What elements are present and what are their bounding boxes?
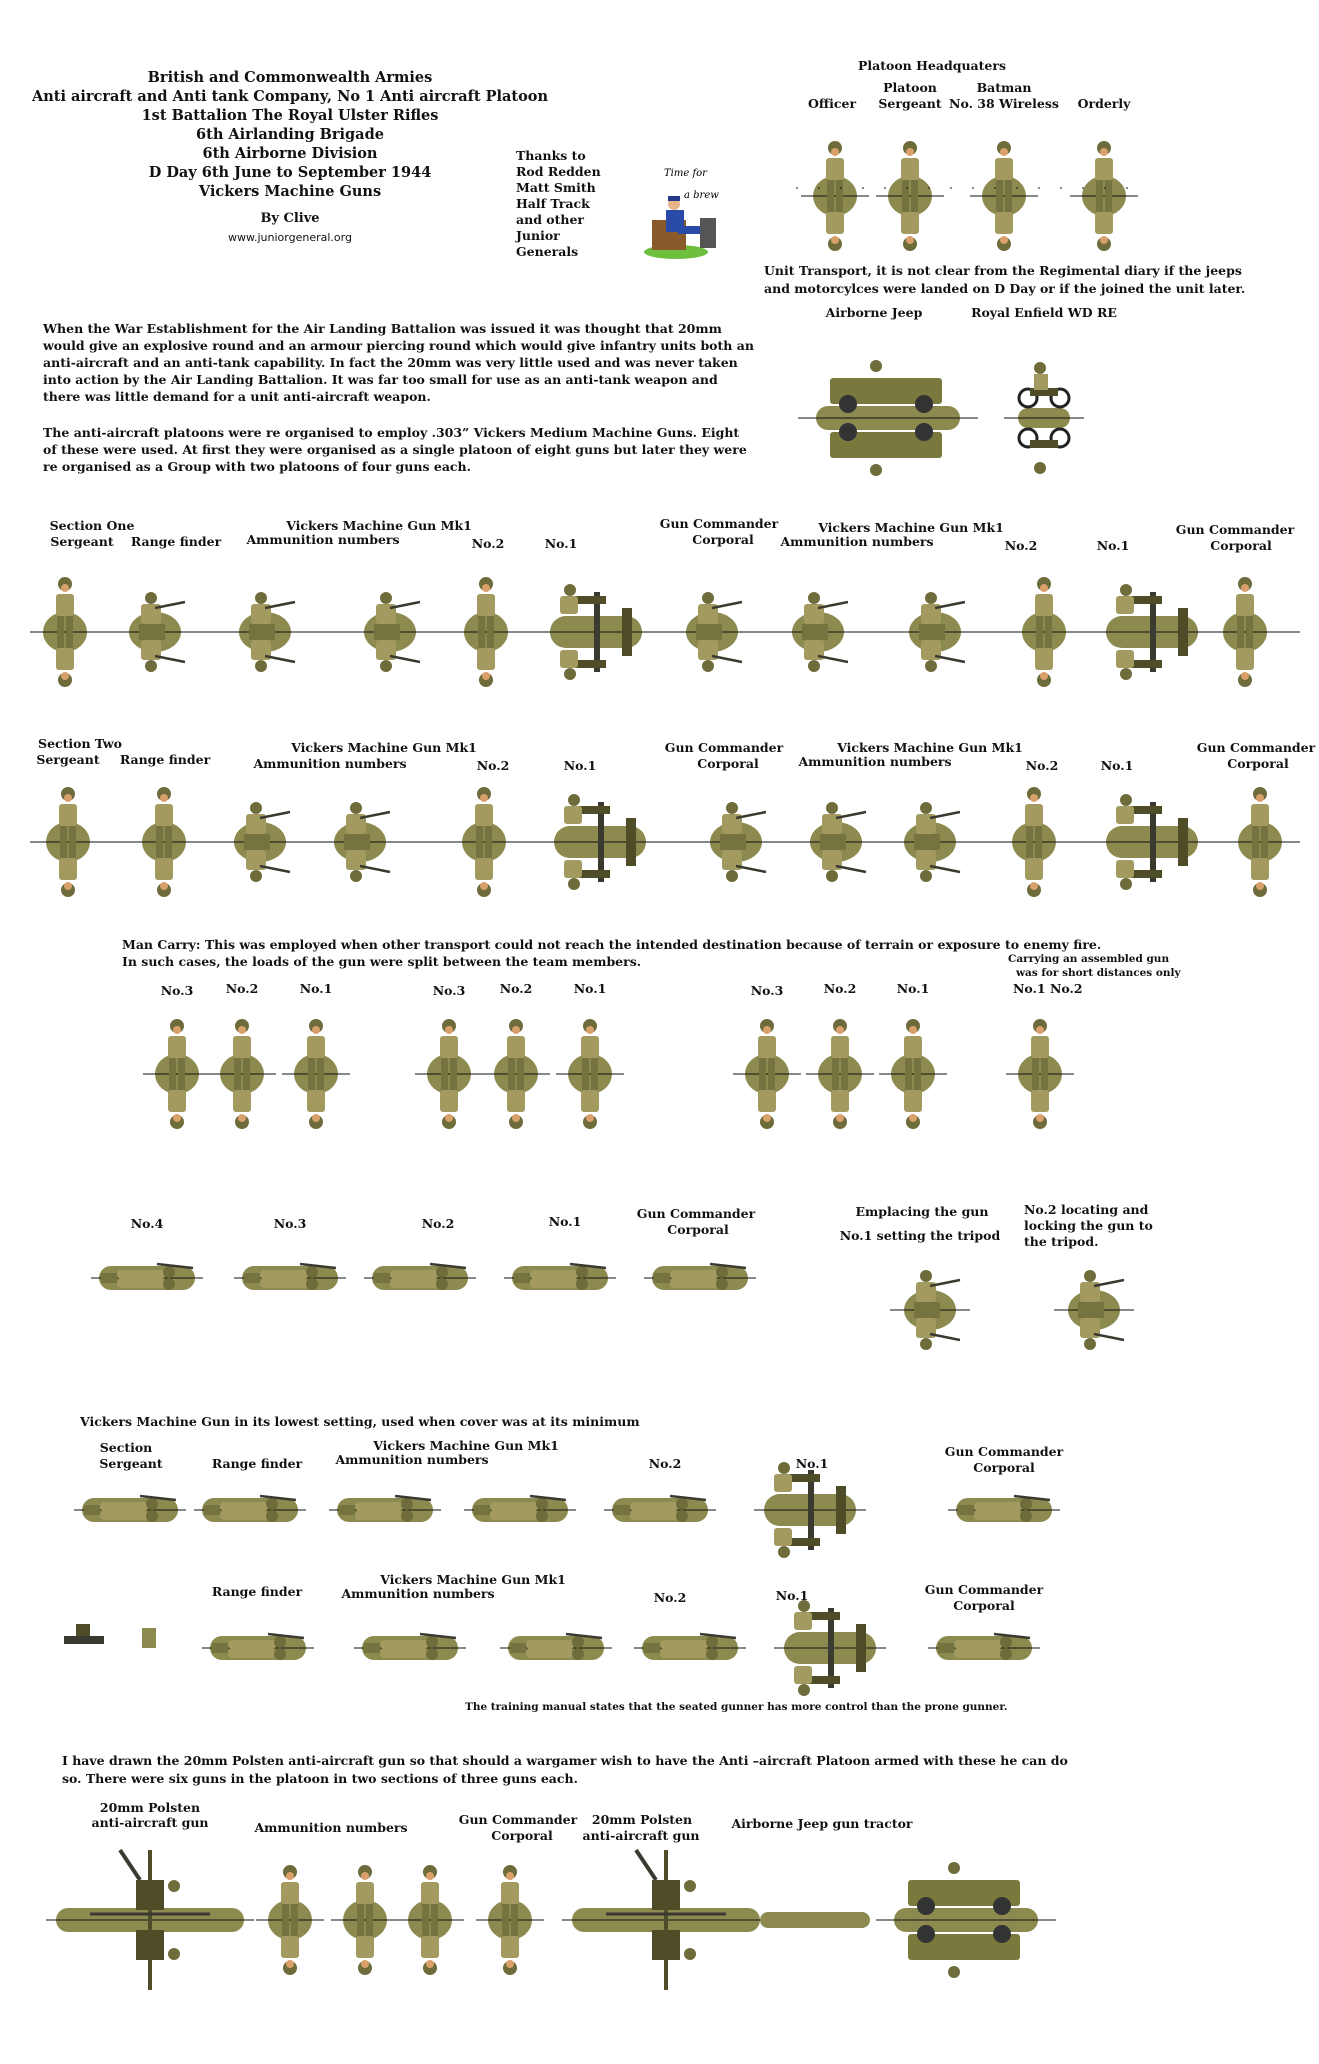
polsten-gun-1a: 20mm Polsten	[99, 1800, 201, 1815]
figure-platoon-sergeant	[876, 141, 944, 251]
lowest-no1-1: No.1	[795, 1456, 829, 1471]
header-line-1: British and Commonwealth Armies	[147, 69, 433, 86]
section-one-no1-b: No.1	[1096, 538, 1130, 553]
section-one-no2-a: No.2	[471, 536, 505, 551]
lowest-section: Section	[99, 1440, 153, 1455]
prone-row	[91, 1264, 1134, 1350]
intro-line: anti-aircraft and an anti-tank capability. In fact the 20mm was very little used and was never taken	[43, 355, 738, 370]
prone-no4: No.4	[130, 1216, 164, 1231]
figure-orderly	[1070, 141, 1138, 251]
section-two-row	[30, 787, 1300, 897]
section-one-sergeant: Sergeant	[50, 534, 114, 549]
emplacing-label-2: No.1 setting the tripod	[839, 1228, 1001, 1243]
thanks-line: Rod Redden	[516, 164, 601, 179]
sign-text-1: Time for	[664, 168, 707, 179]
man-carry-row	[143, 1019, 1074, 1129]
intro-line: The anti-aircraft platoons were re organised to employ .303” Vickers Medium Machine Guns. Eight	[43, 425, 740, 440]
motorcycle-label: Royal Enfield WD RE	[971, 305, 1117, 320]
polsten-row	[46, 1850, 1056, 1990]
polsten-gun-2b: anti-aircraft gun	[582, 1828, 700, 1843]
emplacing-label-1: Emplacing the gun	[855, 1204, 989, 1219]
thanks-line: Junior	[516, 228, 560, 243]
section-two-vmg-1: Vickers Machine Gun Mk1	[291, 740, 477, 755]
section-one-gc-a: Gun Commander	[659, 516, 779, 531]
thanks-line: and other	[516, 212, 585, 227]
section-one-ammo-2: Ammunition numbers	[780, 534, 934, 549]
polsten-line: I have drawn the 20mm Polsten anti-aircraft gun so that should a wargamer wish to have the Anti –aircraft Platoon armed with these he can do	[62, 1753, 1068, 1768]
site-url: www.juniorgeneral.org	[228, 231, 352, 244]
thanks-line: Matt Smith	[516, 180, 596, 195]
lowest-ammo-2: Ammunition numbers	[341, 1586, 495, 1601]
prone-no1: No.1	[548, 1214, 582, 1229]
lowest-row-2	[64, 1600, 1040, 1696]
lowest-no2-1: No.2	[648, 1456, 682, 1471]
section-two-gc-a: Gun Commander	[664, 740, 784, 755]
transport-note-line: and motorcylces were landed on D Day or if the joined the unit later.	[764, 281, 1246, 296]
locking-label-2: locking the gun to	[1024, 1218, 1153, 1233]
thanks-line: Half Track	[516, 196, 590, 211]
section-two-gc-b: Gun Commander	[1196, 740, 1316, 755]
section-one-vmg-2: Vickers Machine Gun Mk1	[818, 520, 1004, 535]
intro-line: of these were used. At first they were organised as a single platoon of eight guns but later they were	[43, 442, 747, 457]
lowest-range-finder-1: Range finder	[211, 1456, 303, 1471]
lowest-gc-1: Gun Commander	[944, 1444, 1064, 1459]
lowest-vmg-1: Vickers Machine Gun Mk1	[373, 1438, 559, 1453]
sergeant-label: Sergeant	[878, 96, 942, 111]
section-two-ammo-2: Ammunition numbers	[798, 754, 952, 769]
section-one-no1-a: No.1	[544, 536, 578, 551]
carry-a-no2: No.2	[225, 981, 259, 996]
section-one-vmg-1: Vickers Machine Gun Mk1	[286, 518, 472, 533]
carry-c-no1: No.1	[896, 981, 930, 996]
assembled-note-2: was for short distances only	[1016, 967, 1181, 979]
section-two-sergeant: Sergeant	[36, 752, 100, 767]
section-one-ammo-1: Ammunition numbers	[246, 532, 400, 547]
section-two-no1-a: No.1	[563, 758, 597, 773]
thanks-line: Thanks to	[516, 148, 586, 163]
header-line-2: Anti aircraft and Anti tank Company, No 1 Anti aircraft Platoon	[31, 88, 549, 105]
section-one-title: Section One	[49, 518, 135, 533]
section-two-corporal-a: Corporal	[697, 756, 759, 771]
lowest-no1-2: No.1	[775, 1588, 809, 1603]
man-carry-line: Man Carry: This was employed when other transport could not reach the intended destination because of terrain or exposure to enemy fire.	[122, 937, 1102, 952]
carry-a-no1: No.1	[299, 981, 333, 996]
section-one-corporal-a: Corporal	[692, 532, 754, 547]
section-one-corporal-b: Corporal	[1210, 538, 1272, 553]
platoon-label: Platoon	[883, 80, 937, 95]
prone-corporal: Corporal	[667, 1222, 729, 1237]
section-two-range-finder: Range finder	[119, 752, 211, 767]
header-line-5: 6th Airborne Division	[202, 145, 378, 162]
prone-gc: Gun Commander	[636, 1206, 756, 1221]
transport-note-line: Unit Transport, it is not clear from the Regimental diary if the jeeps	[764, 263, 1242, 278]
figure-batman	[970, 141, 1038, 251]
byline: By Clive	[260, 211, 320, 226]
section-two-title: Section Two	[38, 736, 122, 751]
officer-label: Officer	[807, 96, 857, 111]
polsten-gun-2a: 20mm Polsten	[591, 1812, 693, 1827]
header-line-6: D Day 6th June to September 1944	[148, 164, 432, 181]
section-two-vmg-2: Vickers Machine Gun Mk1	[837, 740, 1023, 755]
lowest-title: Vickers Machine Gun in its lowest setting, used when cover was at its minimum	[80, 1414, 640, 1429]
jeep-tractor-label: Airborne Jeep gun tractor	[731, 1816, 913, 1831]
batman-label: Batman	[976, 80, 1032, 95]
intro-line: would give an explosive round and an armour piercing round which would give infantry units both an	[43, 338, 754, 353]
carry-c-no3: No.3	[750, 983, 784, 998]
carry-b-no1: No.1	[573, 981, 607, 996]
figure-airborne-jeep	[798, 360, 978, 476]
assembled-note-1: Carrying an assembled gun	[1008, 953, 1170, 965]
orderly-label: Orderly	[1077, 96, 1131, 111]
hq-title: Platoon Headquaters	[857, 58, 1007, 73]
intro-line: into action by the Air Landing Battalion. It was far too small for use as an anti-tank weapon and	[43, 372, 718, 387]
section-two-no1-b: No.1	[1100, 758, 1134, 773]
header-line-7: Vickers Machine Guns	[198, 183, 382, 200]
man-carry-line: In such cases, the loads of the gun were split between the team members.	[122, 954, 642, 969]
polsten-gc: Gun Commander	[458, 1812, 578, 1827]
lowest-range-finder-2: Range finder	[211, 1584, 303, 1599]
jeep-label: Airborne Jeep	[825, 305, 923, 320]
lowest-gc-2: Gun Commander	[924, 1582, 1044, 1597]
section-two-corporal-b: Corporal	[1227, 756, 1289, 771]
intro-line: re organised as a Group with two platoons of four guns each.	[43, 459, 471, 474]
wireless-label: No. 38 Wireless	[949, 96, 1059, 111]
locking-label-1: No.2 locating and	[1024, 1202, 1149, 1217]
manual-note: The training manual states that the seated gunner has more control than the prone gunner.	[465, 1701, 1008, 1713]
header-line-4: 6th Airlanding Brigade	[196, 126, 384, 143]
carry-b-no3: No.3	[432, 983, 466, 998]
section-one-gc-b: Gun Commander	[1175, 522, 1295, 537]
intro-line: there was little demand for a unit anti-aircraft weapon.	[43, 389, 431, 404]
prone-no3: No.3	[273, 1216, 307, 1231]
carry-a-no3: No.3	[160, 983, 194, 998]
thanks-line: Generals	[516, 244, 579, 259]
prone-no2: No.2	[421, 1216, 455, 1231]
intro-line: When the War Establishment for the Air Landing Battalion was issued it was thought that 20mm	[43, 321, 722, 336]
lowest-no2-2: No.2	[653, 1590, 687, 1605]
header-line-3: 1st Battalion The Royal Ulster Rifles	[141, 107, 439, 124]
lowest-sergeant: Sergeant	[99, 1456, 163, 1471]
section-two-no2-a: No.2	[476, 758, 510, 773]
carry-b-no2: No.2	[499, 981, 533, 996]
lowest-vmg-2: Vickers Machine Gun Mk1	[380, 1572, 566, 1587]
lowest-ammo-1: Ammunition numbers	[335, 1452, 489, 1467]
lowest-corporal-1: Corporal	[973, 1460, 1035, 1475]
polsten-gun-1b: anti-aircraft gun	[91, 1815, 209, 1830]
lowest-corporal-2: Corporal	[953, 1598, 1015, 1613]
polsten-line: so. There were six guns in the platoon in two sections of three guns each.	[62, 1771, 578, 1786]
section-two-no2-b: No.2	[1025, 758, 1059, 773]
section-one-range-finder: Range finder	[130, 534, 222, 549]
section-one-row	[30, 577, 1300, 687]
carry-c-no2: No.2	[823, 981, 857, 996]
figure-officer	[801, 141, 869, 251]
polsten-corporal: Corporal	[491, 1828, 553, 1843]
figure-motorcycle	[1004, 362, 1084, 474]
section-two-ammo-1: Ammunition numbers	[253, 756, 407, 771]
locking-label-3: the tripod.	[1024, 1234, 1099, 1249]
section-one-no2-b: No.2	[1004, 538, 1038, 553]
assembled-labels: No.1 No.2	[1013, 981, 1083, 996]
sign-text-2: a brew	[684, 190, 719, 201]
polsten-ammo: Ammunition numbers	[254, 1820, 408, 1835]
lowest-row-1	[74, 1462, 1060, 1558]
